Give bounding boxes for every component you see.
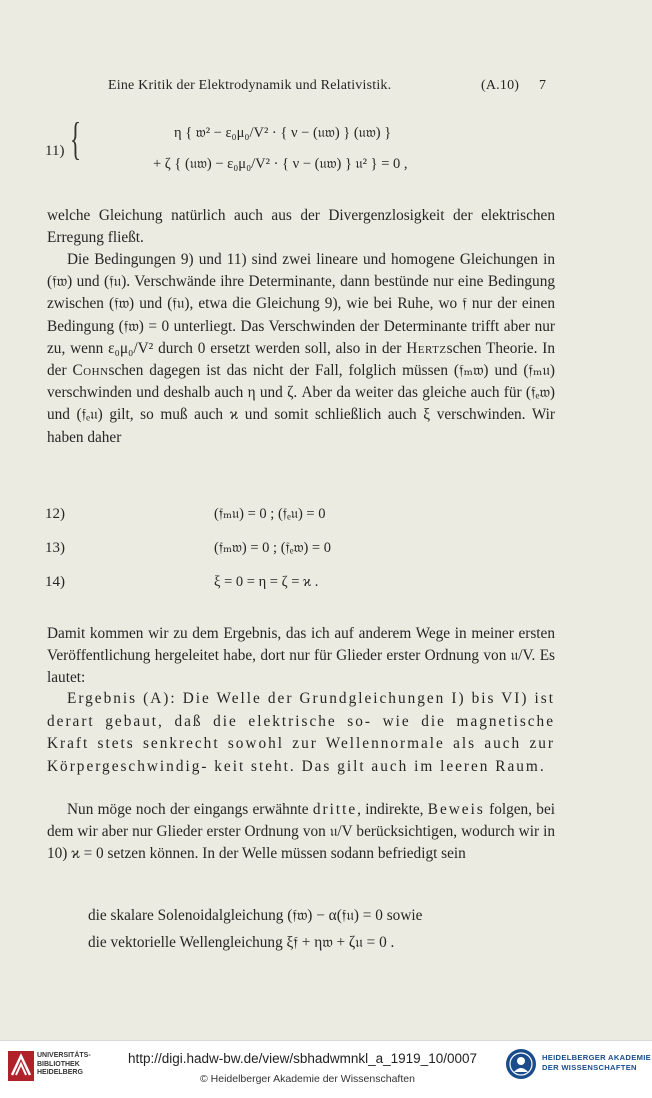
university-library-logo-icon bbox=[8, 1051, 34, 1081]
akademie-logo-text bbox=[542, 1053, 651, 1072]
equation-12: (𝔣ₘ𝔲) = 0 ; (𝔣ₑ𝔲) = 0 bbox=[214, 506, 326, 522]
paragraph-5-text bbox=[47, 799, 555, 866]
paragraph-1-text: welche Gleichung natürlich auch aus der Divergenzlosigkeit der elektrischen Erregung fließt. bbox=[47, 207, 555, 247]
wave-equation-line: die vektorielle Wellengleichung ξ𝔣 + η𝔴 + ζ𝔲 = 0 . bbox=[88, 934, 395, 951]
ub-line-3: HEIDELBERG bbox=[37, 1069, 83, 1076]
paragraph-2 bbox=[47, 249, 555, 449]
equation-12-number: 12) bbox=[45, 506, 65, 522]
word-dritte: dritte bbox=[312, 801, 358, 818]
result-statement bbox=[47, 688, 555, 778]
footer-bar bbox=[0, 1040, 652, 1098]
paragraph-5 bbox=[47, 799, 555, 866]
equation-13: (𝔣ₘ𝔴) = 0 ; (𝔣ₑ𝔴) = 0 bbox=[214, 540, 331, 556]
akademie-seal-icon bbox=[505, 1048, 537, 1080]
university-library-logo-text bbox=[37, 1052, 91, 1078]
paragraph-2-part-c: schen dagegen ist das nicht der Fall, folglich müssen (𝔣ₘ𝔴) und (𝔣ₘ𝔲) verschwinden und deshalb auch η und ζ. Aber da weiter das gleiche auch für (𝔣ₑ𝔴) und (𝔣ₑ𝔲) gilt, so muß auch ϰ und somit schließlich auch ξ verschwinden. Wir haben daher bbox=[47, 362, 555, 446]
section-label: (A.10) bbox=[481, 78, 520, 93]
equation-14-number: 14) bbox=[45, 574, 65, 590]
permalink-url[interactable]: http://digi.hadw-bw.de/view/sbhadwmnkl_a_1919_10/0007 bbox=[128, 1051, 477, 1066]
equation-11-line2: + ζ { (𝔲𝔴) − ε₀μ₀/V² · { ν − (𝔲𝔴) } 𝔲² } = 0 , bbox=[153, 156, 408, 172]
equation-13-number: 13) bbox=[45, 540, 65, 556]
equation-11-line1: η { 𝔴² − ε₀μ₀/V² · { ν − (𝔲𝔴) } (𝔲𝔴) } bbox=[174, 125, 392, 141]
ub-line-2: BIBLIOTHEK bbox=[37, 1060, 80, 1068]
equation-14: ξ = 0 = η = ζ = ϰ . bbox=[214, 574, 319, 590]
left-brace: { bbox=[70, 113, 82, 164]
page-number: 7 bbox=[539, 78, 547, 93]
akademie-line-1: HEIDELBERGER AKADEMIE bbox=[542, 1053, 651, 1062]
paragraph-2-text bbox=[47, 249, 555, 449]
paragraph-5-part-b: , indirekte, bbox=[357, 801, 428, 818]
paragraph-1 bbox=[47, 205, 555, 249]
ub-line-1: UNIVERSITÄTS- bbox=[37, 1052, 91, 1059]
result-statement-text: Ergebnis (A): Die Welle der Grundgleichungen I) bis VI) ist derart gebaut, daß die elektrische so- wie die magnetische Kraft stets senkrecht sowohl zur Wellennormale als auch zur Körpergeschwindig- keit steht. Das gilt auch im leeren Raum. bbox=[47, 690, 555, 775]
paragraph-5-part-a: Nun möge noch der eingangs erwähnte bbox=[67, 801, 313, 818]
running-title: Eine Kritik der Elektrodynamik und Relativistik. bbox=[108, 78, 392, 93]
solenoidal-equation-line: die skalare Solenoidalgleichung (𝔣𝔴) − α(𝔣𝔲) = 0 sowie bbox=[88, 907, 423, 924]
name-hertz: Hertz bbox=[406, 339, 447, 357]
paragraph-2-part-a: Die Bedingungen 9) und 11) sind zwei lineare und homogene Gleichungen in (𝔣𝔴) und (𝔣𝔲). Verschwände ihre Determinante, dann bestünde nur eine Bedingung zwischen (𝔣𝔴) und (𝔣𝔲), etwa die Gleichung 9), wie bei Ruhe, wo 𝔣 nur der einen Bedingung (𝔣𝔴) = 0 unterliegt. Das Verschwinden der Determinante trifft aber nur zu, wenn ε₀μ₀/V² durch 0 ersetzt werden soll, also in der bbox=[47, 251, 555, 357]
copyright-notice: © Heidelberger Akademie der Wissenschaften bbox=[200, 1073, 415, 1085]
paragraph-5-part-c: folgen, bei dem wir aber nur Glieder erster Ordnung von 𝔲/V berücksichtigen, wodurch wir in 10) ϰ = 0 setzen können. In der Welle müssen sodann befriedigt sein bbox=[47, 801, 555, 863]
paragraph-2-part-b: schen Theorie. In der bbox=[47, 339, 555, 380]
equation-11-number: 11) bbox=[45, 143, 65, 159]
paragraph-3-text: Damit kommen wir zu dem Ergebnis, das ich auf anderem Wege in meiner ersten Veröffentlichung hergeleitet habe, dort nur für Glieder erster Ordnung von 𝔲/V. Es lautet: bbox=[47, 625, 555, 687]
name-cohn: Cohn bbox=[72, 362, 109, 380]
akademie-line-2: DER WISSENSCHAFTEN bbox=[542, 1062, 637, 1072]
paragraph-3 bbox=[47, 623, 555, 690]
word-beweis: Beweis bbox=[427, 801, 485, 818]
